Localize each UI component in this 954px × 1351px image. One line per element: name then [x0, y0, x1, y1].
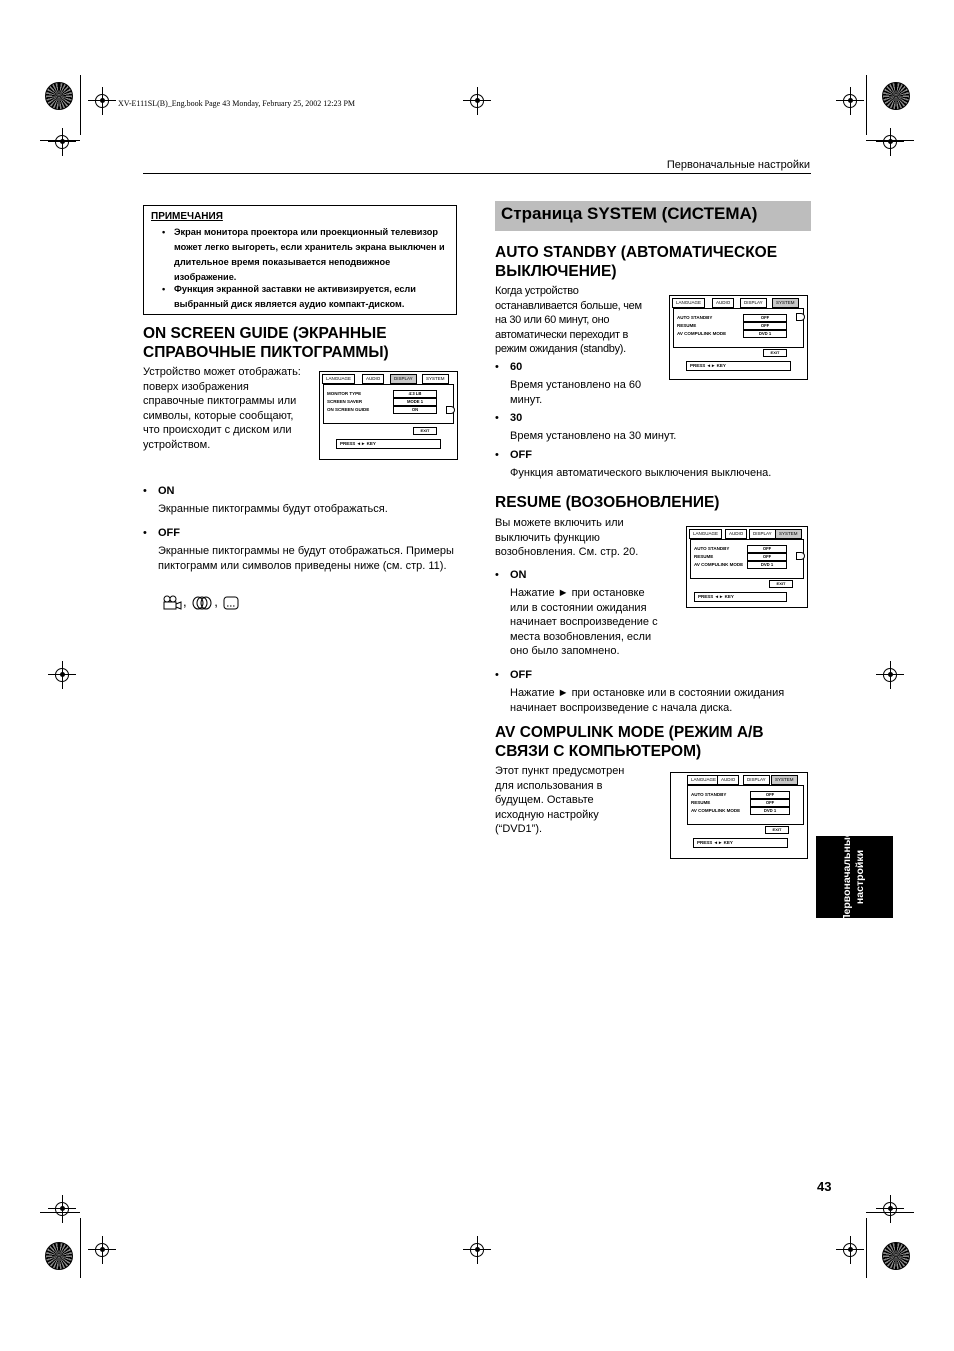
registration-mark-icon: [88, 87, 116, 115]
menu-press-key: PRESS ◄► KEY: [694, 592, 787, 602]
notes-box: [143, 205, 457, 315]
menu-row-label: RESUME: [694, 554, 714, 559]
menu-row-value: ON: [393, 406, 437, 414]
crop-mark: [866, 1218, 867, 1278]
camera-angle-icon: [161, 595, 183, 611]
menu-row-value: OFF: [750, 791, 790, 799]
menu-tab: LANGUAGE: [322, 374, 355, 384]
crop-mark: [40, 140, 80, 141]
av-compulink-heading: AV COMPULINK MODE (РЕЖИМ A/B СВЯЗИ С КОМПЬЮТЕРОМ): [495, 724, 764, 760]
header-rule: [143, 173, 811, 174]
menu-tab-selected: SYSTEM: [775, 529, 802, 539]
menu-row-value: OFF: [747, 545, 787, 553]
notes-title: ПРИМЕЧАНИЯ: [151, 211, 223, 222]
menu-row-label: AUTO STANDBY: [694, 546, 730, 551]
menu-row-label: MONITOR TYPE: [327, 391, 362, 396]
auto-standby-30-label: • 30: [510, 412, 522, 424]
menu-tab: AUDIO: [712, 298, 734, 308]
menu-row-value: DVD 1: [743, 330, 787, 338]
subtitle-icon: [222, 595, 240, 611]
menu-tab-selected: DISPLAY: [390, 374, 417, 384]
menu-row-label: AV COMPULINK MODE: [677, 331, 727, 336]
crop-mark: [866, 1212, 914, 1213]
registration-sun-icon: [882, 82, 910, 110]
resume-off-text: Нажатие ► при остановке или в состоянии ожидания начинает воспроизведение с начала диска.: [510, 687, 785, 714]
registration-mark-icon: [48, 661, 76, 689]
menu-row-label: RESUME: [691, 800, 711, 805]
menu-row-value: OFF: [743, 314, 787, 322]
menu-row-label: AUTO STANDBY: [677, 315, 713, 320]
section-title: Страница SYSTEM (СИСТЕМА): [495, 201, 811, 231]
crop-mark: [80, 1218, 81, 1278]
menu-row-value: DVD 1: [747, 561, 787, 569]
menu-tab: DISPLAY: [740, 298, 767, 308]
registration-sun-icon: [45, 1242, 73, 1270]
menu-row-label: ON SCREEN GUIDE: [327, 407, 370, 412]
menu-press-key: PRESS ◄► KEY: [686, 361, 791, 371]
menu-tab: AUDIO: [362, 374, 384, 384]
menu-row-label: RESUME: [677, 323, 697, 328]
resume-on-label: • ON: [510, 569, 527, 581]
menu-row-label: AV COMPULINK MODE: [691, 808, 741, 813]
auto-standby-60-text: Время установлено на 60 минут.: [510, 379, 642, 406]
audio-icon: [190, 595, 214, 611]
registration-mark-icon: [876, 661, 904, 689]
osg-heading: ON SCREEN GUIDE (ЭКРАННЫЕ СПРАВОЧНЫЕ ПИКТОГРАММЫ): [143, 325, 389, 361]
menu-tab: LANGUAGE: [687, 775, 720, 785]
menu-row-label: AUTO STANDBY: [691, 792, 727, 797]
auto-standby-60-label: • 60: [510, 361, 522, 373]
crop-mark: [866, 75, 867, 135]
osg-intro: Устройство может отображать: поверх изображения справочные пиктограммы или символы, которые сообщают, что происходит с диском или устройством.: [143, 366, 301, 451]
registration-mark-icon: [463, 1236, 491, 1264]
menu-row-value: OFF: [747, 553, 787, 561]
menu-tab: AUDIO: [725, 529, 747, 539]
osg-on-label: • ON: [158, 485, 175, 497]
resume-menu-screen: [686, 526, 808, 608]
registration-mark-icon: [876, 128, 904, 156]
av-compulink-menu-screen: [670, 772, 808, 859]
menu-tab: LANGUAGE: [672, 298, 705, 308]
registration-mark-icon: [836, 87, 864, 115]
menu-row-value: 4:3 LB: [393, 390, 437, 398]
auto-standby-off-text: Функция автоматического выключения выключена.: [510, 467, 772, 479]
registration-mark-icon: [88, 1236, 116, 1264]
resume-off-label: • OFF: [510, 669, 532, 681]
page-number: 43: [817, 1179, 832, 1194]
running-head: Первоначальные настройки: [666, 159, 810, 171]
menu-press-key: PRESS ◄► KEY: [336, 439, 441, 449]
registration-mark-icon: [48, 128, 76, 156]
menu-row-value: OFF: [750, 799, 790, 807]
menu-tab-selected: SYSTEM: [772, 298, 799, 308]
menu-row-label: SCREEN SAVER: [327, 399, 363, 404]
menu-tab: DISPLAY: [749, 529, 776, 539]
osg-off-label: • OFF: [158, 527, 180, 539]
resume-heading: RESUME (ВОЗОБНОВЛЕНИЕ): [495, 494, 720, 511]
registration-mark-icon: [463, 87, 491, 115]
menu-exit: EXIT: [769, 580, 793, 588]
registration-mark-icon: [876, 1195, 904, 1223]
pointer-icon: [796, 552, 805, 560]
auto-standby-intro: Когда устройство останавливается больше, чем на 30 или 60 минут, оно автоматически переходит в режим ожидания (standby).: [495, 285, 642, 355]
menu-press-key: PRESS ◄► KEY: [693, 838, 788, 848]
auto-standby-heading: AUTO STANDBY (АВТОМАТИЧЕСКОЕ ВЫКЛЮЧЕНИЕ): [495, 244, 778, 280]
menu-tab: SYSTEM: [422, 374, 449, 384]
side-tab-label: Первоначальные настройки: [841, 831, 866, 922]
menu-tab-selected: SYSTEM: [771, 775, 798, 785]
resume-intro: Вы можете включить или выключить функцию возобновления. См. стр. 20.: [495, 517, 639, 558]
menu-exit: EXIT: [413, 427, 437, 435]
pointer-icon: [446, 406, 455, 414]
crop-mark: [40, 1212, 80, 1213]
osg-off-text: Экранные пиктограммы не будут отображаться. Примеры пиктограмм или символов приведены ниже (см. стр. 11).: [158, 545, 454, 572]
osd-icons: , ,: [161, 594, 240, 611]
side-tab: [816, 831, 893, 922]
menu-row-value: OFF: [743, 322, 787, 330]
pointer-icon: [796, 313, 805, 321]
note-item: • Функция экранной заставки не активизируется, если выбранный диск является аудио компакт-диском.: [174, 282, 452, 312]
crop-mark: [80, 75, 81, 135]
menu-exit: EXIT: [765, 826, 789, 834]
menu-tab: AUDIO: [717, 775, 739, 785]
registration-mark-icon: [836, 1236, 864, 1264]
auto-standby-menu-screen: [669, 295, 808, 380]
menu-tab: DISPLAY: [743, 775, 770, 785]
av-compulink-intro: Этот пункт предусмотрен для использования в будущем. Оставьте исходную настройку (“DVD1”).: [495, 765, 625, 835]
menu-tab: LANGUAGE: [689, 529, 722, 539]
menu-row-value: DVD 1: [750, 807, 790, 815]
menu-row-value: MODE 1: [393, 398, 437, 406]
menu-exit: EXIT: [763, 349, 787, 357]
resume-on-text: Нажатие ► при остановке или в состоянии ожидания начинает воспроизведение с места возобновления, если оно было запомнено.: [510, 587, 658, 657]
registration-mark-icon: [48, 1195, 76, 1223]
osg-on-text: Экранные пиктограммы будут отображаться.: [158, 503, 388, 515]
crop-mark: [866, 140, 914, 141]
osg-menu-screen: [319, 371, 458, 460]
registration-sun-icon: [45, 82, 73, 110]
registration-sun-icon: [882, 1242, 910, 1270]
auto-standby-30-text: Время установлено на 30 минут.: [510, 430, 677, 442]
auto-standby-off-label: • OFF: [510, 449, 532, 461]
print-header: XV-E111SL(B)_Eng.book Page 43 Monday, February 25, 2002 12:23 PM: [118, 99, 356, 108]
menu-row-label: AV COMPULINK MODE: [694, 562, 744, 567]
note-item: • Экран монитора проектора или проекционный телевизор может легко выгореть, если хранитель экрана выключен и длительное время показывается неподвижное изображение.: [174, 225, 452, 285]
